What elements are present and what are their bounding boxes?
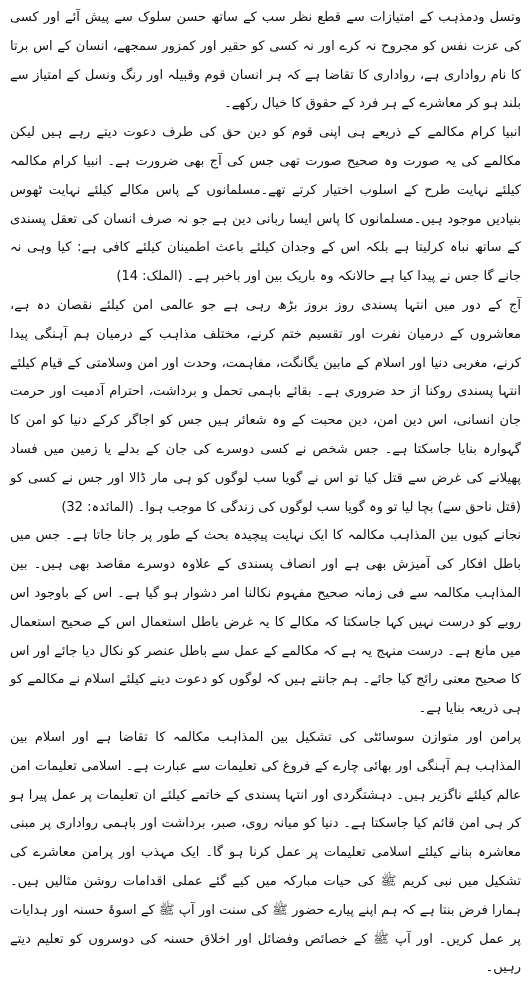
paragraph-prophets-dialogue: انبیا کرام مکالمے کے ذریعے ہی اپنی قوم کو دین حق کی طرف دعوت دیتے رہے ہیں لیکن مکالمے کی یہ صورت وہ صحیح صورت تھی جس کی آج بھی ضرورت ہے۔ انبیا کرام مکالمہ کیلئے نہایت طرح کے اسلوب اختیار کرتے تھے۔مسلمانوں کے پاس مکالے کیلئے نہایت ٹھوس بنیادیں موجود ہیں۔مسلمانوں کا پاس ایسا ربانی دین ہے جو نہ صرف انسان کی تعقل پسندی کے ساتھ نباہ کرلیتا ہے بلکہ اس کے وجدان کیلئے باعث اطمینان کیلئے کافی ہے: کیا وہی نہ جانے گا جس نے پیدا کیا ہے حالانکہ وہ باریک بین اور باخبر ہے۔ (الملک: 14) [10,125,521,285]
paragraph-peaceful-society: پرامن اور متوازن سوسائٹی کی تشکیل بین المذاہب مکالمہ کا تقاضا ہے اور اسلام بین المذاہب ہم آہنگی اور بھائی چارے کے فروغ کی تعلیمات سے عبارت ہے۔ اسلامی تعلیمات امن عالم کیلئے ناگزیر ہیں۔ دہشتگردی اور انتہا پسندی کے خاتمے کیلئے ان تعلیمات پر عمل پیرا ہو کر ہی امن قائم کیا جاسکتا ہے۔ دنیا کو میانہ روی، صبر، برداشت اور باہمی رواداری پر مبنی معاشرہ بنانے کیلئے اسلامی تعلیمات پر عمل کرنا ہو گا۔ ایک مہذب اور پرامن معاشرے کی تشکیل میں نبی کریم ﷺ کی حیات مبارکہ میں کیے گئے عملی اقدامات روشن مثالیں ہیں۔ ہمارا فرض بنتا ہے کہ ہم اپنے پیارے حضور ﷺ کی سنت اور آپ ﷺ کے اسوۂ حسنہ اور ہدایات پر عمل کریں۔ اور آپ ﷺ کے خصائص وفضائل اور اخلاق حسنہ کی دوسروں کو تعلیم دیتے رہیں۔ [10,729,521,976]
paragraph-tolerance: وتسل ودمذہب کے امتیازات سے قطع نظر سب کے ساتھ حسن سلوک سے پیش آئے اور کسی کی عزت نفس کو مجروح نہ کرے اور نہ کسی کو حقیر اور کمزور سمجھے، انسان کے اس برتا کا نام رواداری ہے، رواداری کا تقاضا ہے کہ ہر انسان قوم وقبیلہ اور رنگ ونسل کے امتیاز سے بلند ہو کر معاشرے کے ہر فرد کے حقوق کا خیال رکھے۔ [10,10,521,112]
paragraph-extremism: آج کے دور میں انتہا پسندی روز بروز بڑھ رہی ہے جو عالمی امن کیلئے نقصان دہ ہے، معاشروں کے درمیان نفرت اور تقسیم ختم کرنے، مختلف مذاہب کے درمیان ہم آہنگی پیدا کرنے، مغربی دنیا اور اسلام کے مابین یگانگت، مفاہمت، وحدت اور امن وسلامتی کے قیام کیلئے انتہا پسندی روکنا از حد ضروری ہے۔ بقائے باہمی تحمل و برداشت، احترام آدمیت اور حرمت جان انسانی، اس دین امن، دین محبت کے وہ شعائر ہیں جس کو اجاگر کرکے دنیا کو امن کا گہوارہ بنایا جاسکتا ہے۔ جس شخص نے کسی دوسرے کی جان کے بدلے یا زمین میں فساد پھیلانے کی غرض سے قتل کیا تو اس نے گویا سب لوگوں کو ہی مار ڈالا اور جس نے کسی کو (قتل ناحق سے) بچا لیا تو وہ گویا سب لوگوں کی زندگی کا موجب ہوا۔ (المائدہ: 32) [10,297,521,515]
paragraph-interfaith-dialogue: نجانے کیوں بین المذاہب مکالمہ کا ایک نہایت پیچیدہ بحث کے طور پر جانا جاتا ہے۔ جس میں باطل افکار کی آمیزش بھی ہے اور انصاف پسندی کے علاوہ دوسرے مقاصد بھی ہیں۔ بین المذاہب مکالمہ سے فی زمانہ صحیح مفہوم نکالنا امر دشوار ہو گیا ہے۔ اس کے باوجود اس رویے کو درست نہیں کہا جاسکتا کہ مکالے کا یہ غرض باطل استعمال اس کے صحیح استعمال میں مانع ہے۔ درست منہج یہ ہے کہ مکالمے کے عمل سے باطل عنصر کو نکال دیا جائے اور اس کا صحیح معنی رائج کیا جائے۔ ہم جانتے ہیں کہ لوگوں کو دعوت دینے کیلئے اسلام نے مکالمے کو ہی ذریعہ بنایا ہے۔ [10,528,521,717]
